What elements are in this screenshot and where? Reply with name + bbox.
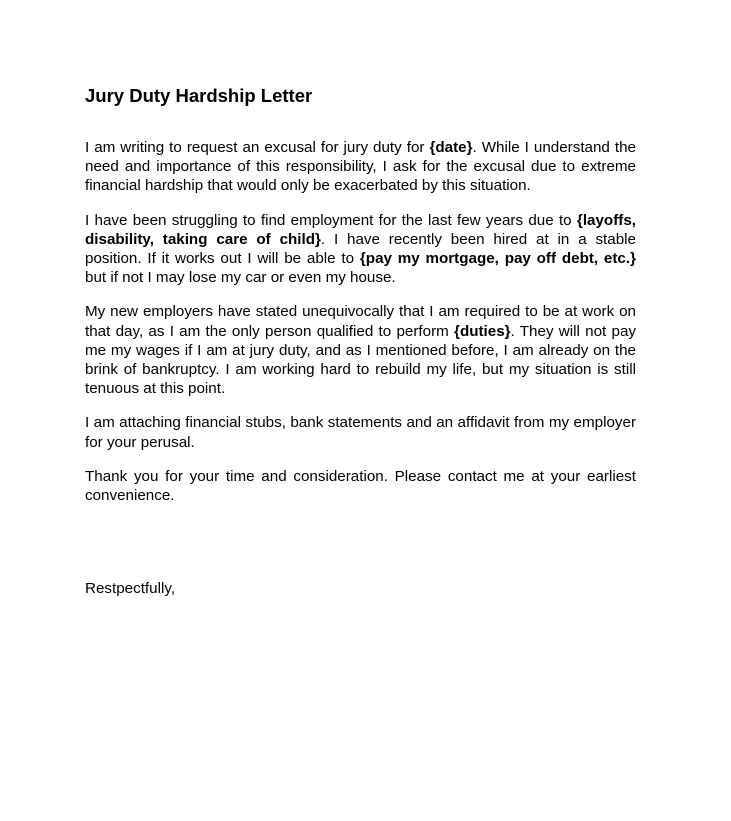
paragraph-text: My new employers have stated unequivocally that I am required to be at work on that day, as I am the only person qualified to perform — [85, 303, 636, 340]
paragraph-request — [85, 138, 636, 196]
placeholder-text: {date} — [429, 139, 473, 156]
letter-closing: Restpectfully, — [85, 580, 176, 597]
paragraph-employment — [85, 211, 636, 288]
paragraph-thanks — [85, 467, 636, 505]
paragraph-text: I am attaching financial stubs, bank statements and an affidavit from my employer for your perusal. — [85, 414, 636, 451]
paragraph-text: . I have recently been hired at in a stable position. If it works out I will be able to — [85, 230, 636, 268]
paragraph-text: Thank you for your time and consideration. Please contact me at your earliest convenience. — [85, 467, 636, 505]
paragraph-attachments — [85, 413, 636, 451]
placeholder-text: {duties} — [454, 322, 511, 340]
paragraph-text: I am writing to request an excusal for jury duty for — [85, 139, 430, 156]
paragraph-employer-requirements — [85, 302, 636, 398]
paragraph-text: . They will not pay me my wages if I am at jury duty, and as I mentioned before, I am already on the brink of bankruptcy. I am working hard to rebuild my life, but my situation is still tenuous at this point. — [85, 322, 636, 398]
placeholder-text: {layoffs, disability, taking care of child} — [85, 211, 636, 248]
paragraph-text: . While I understand the need and importance of this responsibility, I ask for the excusal due to extreme financial hardship that would only be exacerbated by this situation. — [85, 139, 636, 195]
placeholder-text: {pay my mortgage, pay off debt, etc.} — [359, 250, 636, 268]
letter-body — [85, 138, 636, 520]
letter-title: Jury Duty Hardship Letter — [85, 85, 313, 106]
paragraph-text: but if not I may lose my car or even my house. — [85, 269, 396, 287]
paragraph-text: I have been struggling to find employment for the last few years due to — [85, 211, 577, 229]
